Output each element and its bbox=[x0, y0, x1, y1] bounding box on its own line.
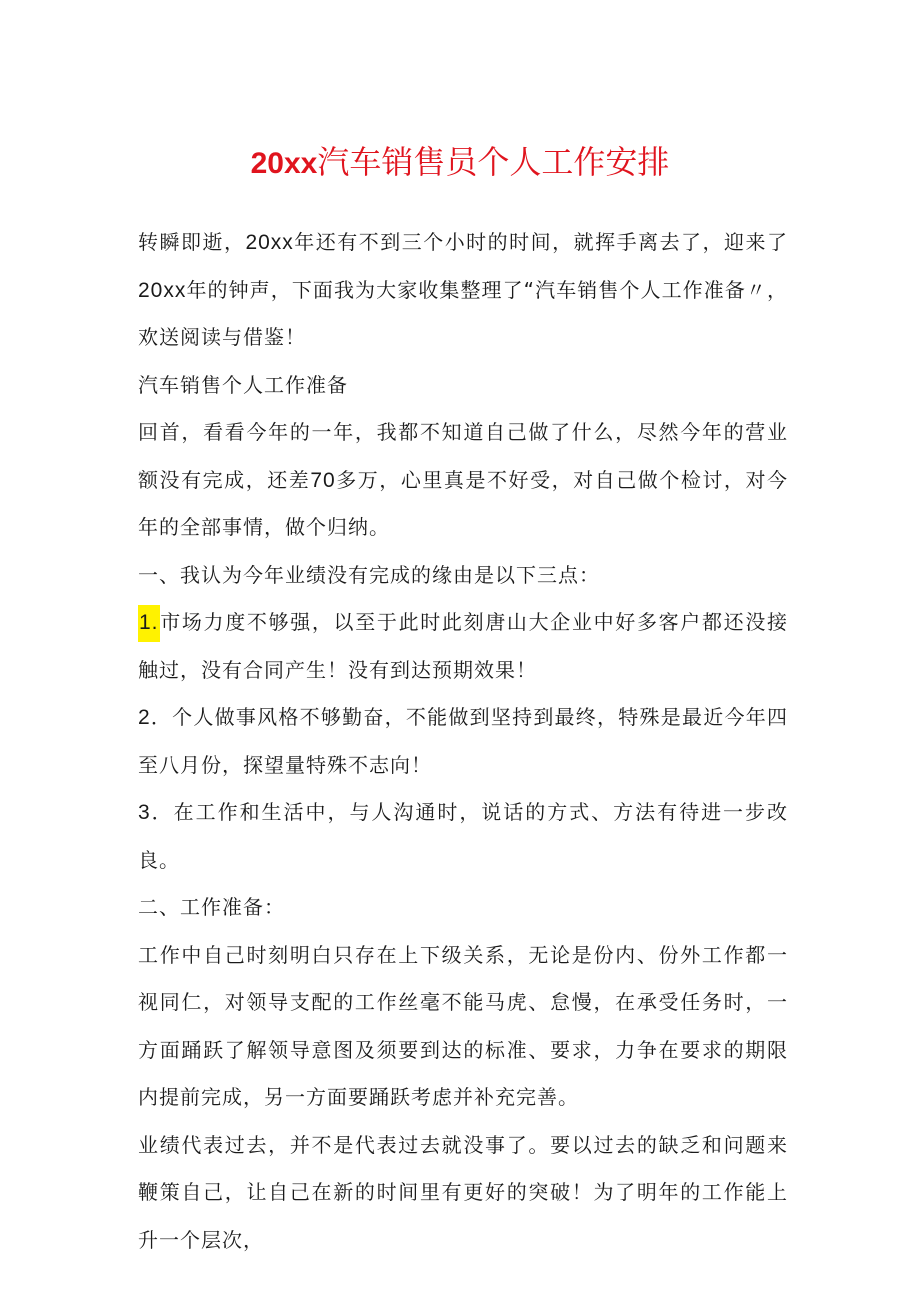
section1-heading: 一、我认为今年业绩没有完成的缘由是以下三点： bbox=[138, 562, 600, 587]
intro-text-e: 年的钟声，下面我为大家收集整理了“汽车销售个人工作准备〃，欢送阅读与借鉴！ bbox=[138, 277, 788, 349]
document-body bbox=[138, 219, 788, 1264]
item3-text: ．在工作和生活中，与人沟通时，说话的方式、方法有待进一步改良。 bbox=[138, 800, 788, 872]
intro-year-2: 20xx bbox=[138, 278, 187, 302]
item3-number: 3 bbox=[138, 801, 151, 824]
subtitle-paragraph: 汽车销售个人工作准备 bbox=[138, 372, 348, 397]
closing-paragraph: 业绩代表过去，并不是代表过去就没事了。要以过去的缺乏和问题来鞭策自己，让自己在新的时间里有更好的突破！为了明年的工作能上升一个层次， bbox=[138, 1132, 788, 1252]
review-paragraph bbox=[138, 409, 788, 552]
plan-paragraph: 工作中自己时刻明白只存在上下级关系，无论是份内、份外工作都一视同仁，对领导支配的工作丝毫不能马虎、怠慢，在承受任务时，一方面踊跃了解领导意图及须要到达的标准、要求，力争在要求的期限内提前完成，另一方面要踊跃考虑并补充完善。 bbox=[138, 942, 788, 1109]
list-item-1 bbox=[138, 599, 788, 694]
intro-year-1: 20xx bbox=[245, 231, 294, 254]
review-text-c: 多万，心里真是不好受，对自己做个检讨，对今年的全部事情，做个归纳。 bbox=[138, 467, 789, 539]
review-amount: 70 bbox=[310, 468, 336, 492]
section2-heading: 二、工作准备： bbox=[138, 895, 285, 919]
list-item-2 bbox=[138, 694, 788, 789]
intro-text-a: 转瞬即逝， bbox=[138, 230, 246, 254]
review-text-a: 回首，看看今年的一年，我都不知道自己做了什么，尽然今年的营业额没有完成，还差 bbox=[138, 420, 788, 492]
item2-number: 2 bbox=[138, 706, 151, 729]
list-item-3 bbox=[138, 789, 788, 884]
title-year: 20xx bbox=[250, 147, 318, 180]
item1-text: 市场力度不够强，以至于此时此刻唐山大企业中好多客户都还没接触过，没有合同产生！没有到达预期效果！ bbox=[138, 610, 788, 682]
title-text: 汽车销售员个人工作安排 bbox=[317, 143, 670, 181]
intro-paragraph bbox=[138, 219, 788, 362]
item2-text: ．个人做事风格不够勤奋，不能做到坚持到最终，特殊是最近今年四至八月份，探望量特殊不志向！ bbox=[138, 705, 788, 777]
page-title bbox=[0, 138, 920, 188]
highlighted-item-number: 1. bbox=[138, 605, 160, 642]
intro-text-c: 年还有不到三个小时的时间，就挥手离去了，迎来了 bbox=[293, 230, 789, 254]
